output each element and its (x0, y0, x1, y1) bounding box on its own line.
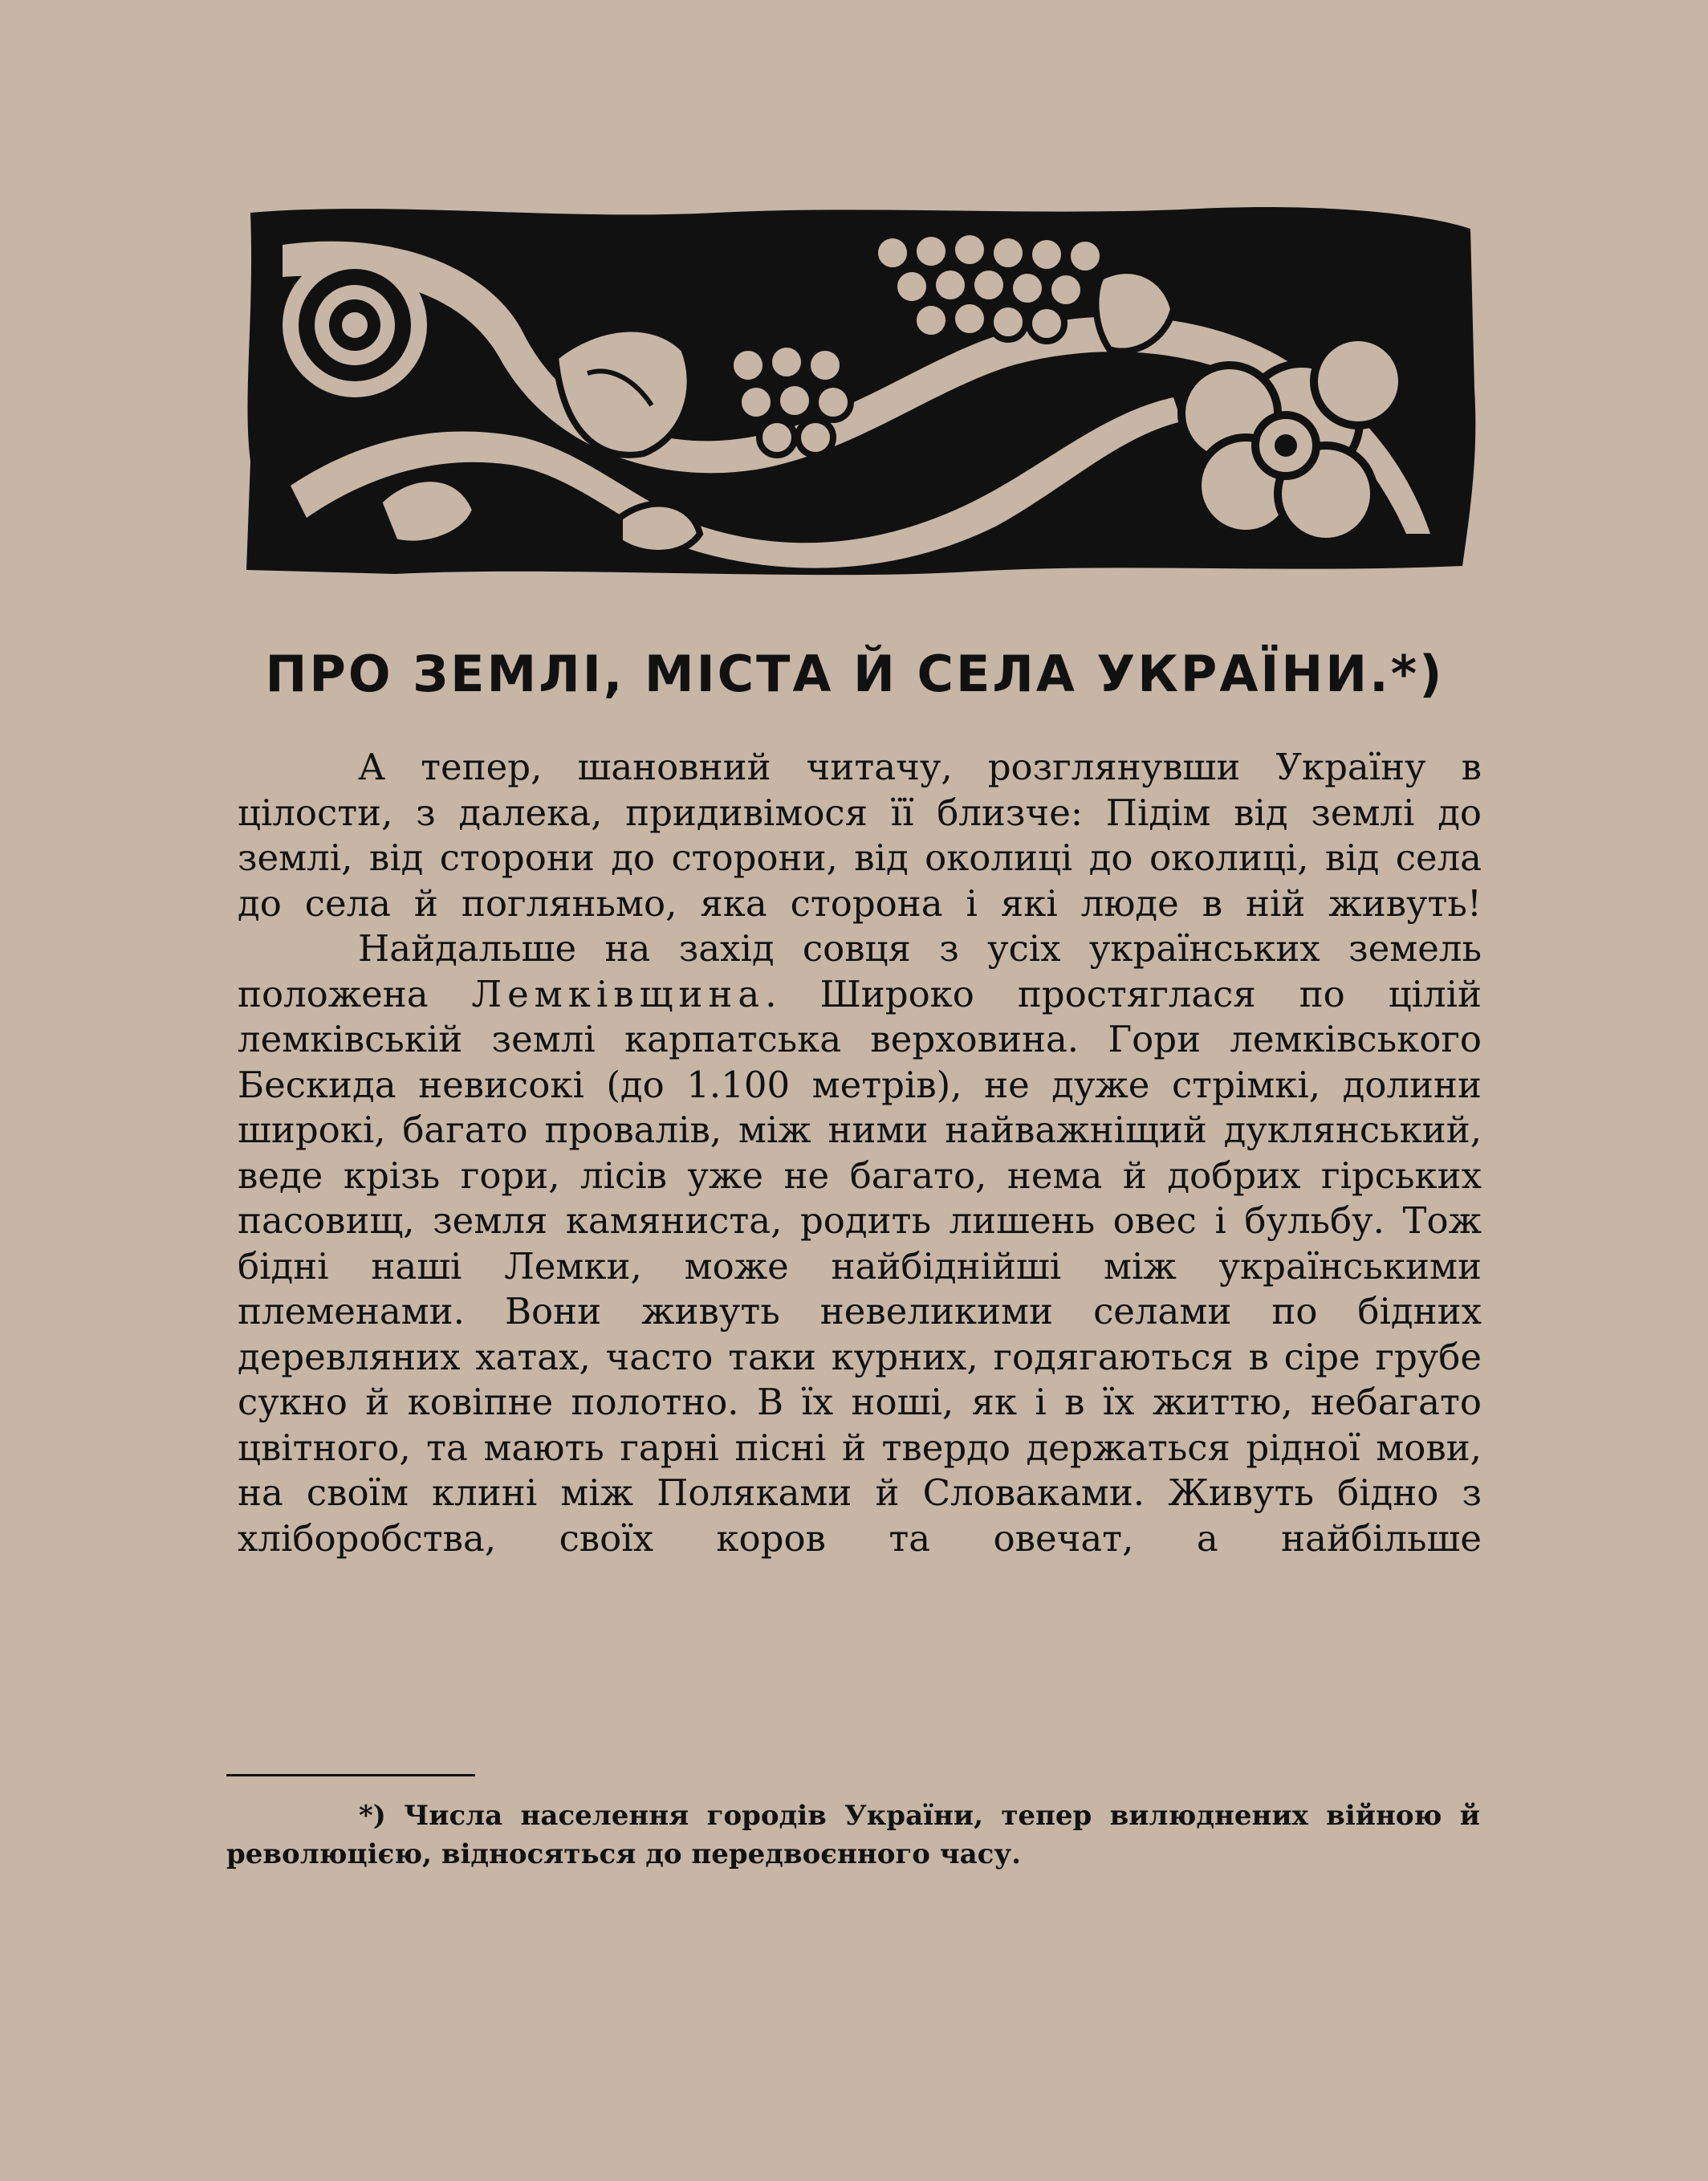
footnote-divider (226, 1774, 475, 1776)
paragraph-1: А тепер, шановний читачу, розглянувши Україну в цілости, з далека, придивімося її близче: Підім від землі до землі, від сторони до сторони, від околиці до околиці, від села до села й погляньмо, яка сторона і які люде в ній живуть! (238, 746, 1482, 925)
footnote-text: *) Числа населення городів України, тепер вилюднених війною й революцією, відносяться до передвоєнного часу. (226, 1800, 1480, 1870)
main-text (238, 745, 1482, 1561)
paragraph-2 (238, 926, 1482, 1561)
footnote (226, 1796, 1480, 1874)
folk-ornament-vine-grapes-flowers-icon (234, 197, 1486, 590)
paragraph-2-rest: . Широко простяглася по цілій лемківській землі карпатська верховина. Гори лемківського Бескида невисокі (до 1.100 метрів), не дуже стрімкі, долини широкі, багато провалів, між ними найважніщий дуклянський, веде крізь гори, лісів уже не багато, нема й добрих гірських пасовищ, земля камяниста, родить лишень овес і бульбу. Тож бідні наші Лемки, може найбіднійші між українськими племенами. Вони живуть невеликими селами по бідних деревляних хатах, часто таки курних, годягаються в сіре грубе сукно й ковіпне полотно. В їх ноші, як і в їх життю, небагато цвітного, та мають гарні пісні й твердо держаться рідної мови, на своїм клині між Поляками й Словаками. Живуть бідно з хліборобства, своїх коров та овечат, а найбільше (238, 972, 1482, 1560)
region-name-emphasis: Лемківщина (471, 972, 766, 1015)
paragraph-2-start: Найдальше на захід совця з усіх українських земель положена (238, 927, 1482, 1015)
ornament-signature: ВС. (427, 551, 459, 571)
page-title: ПРО ЗЕМЛІ, МІСТА Й СЕЛА УКРАЇНИ.*) (265, 645, 1445, 703)
